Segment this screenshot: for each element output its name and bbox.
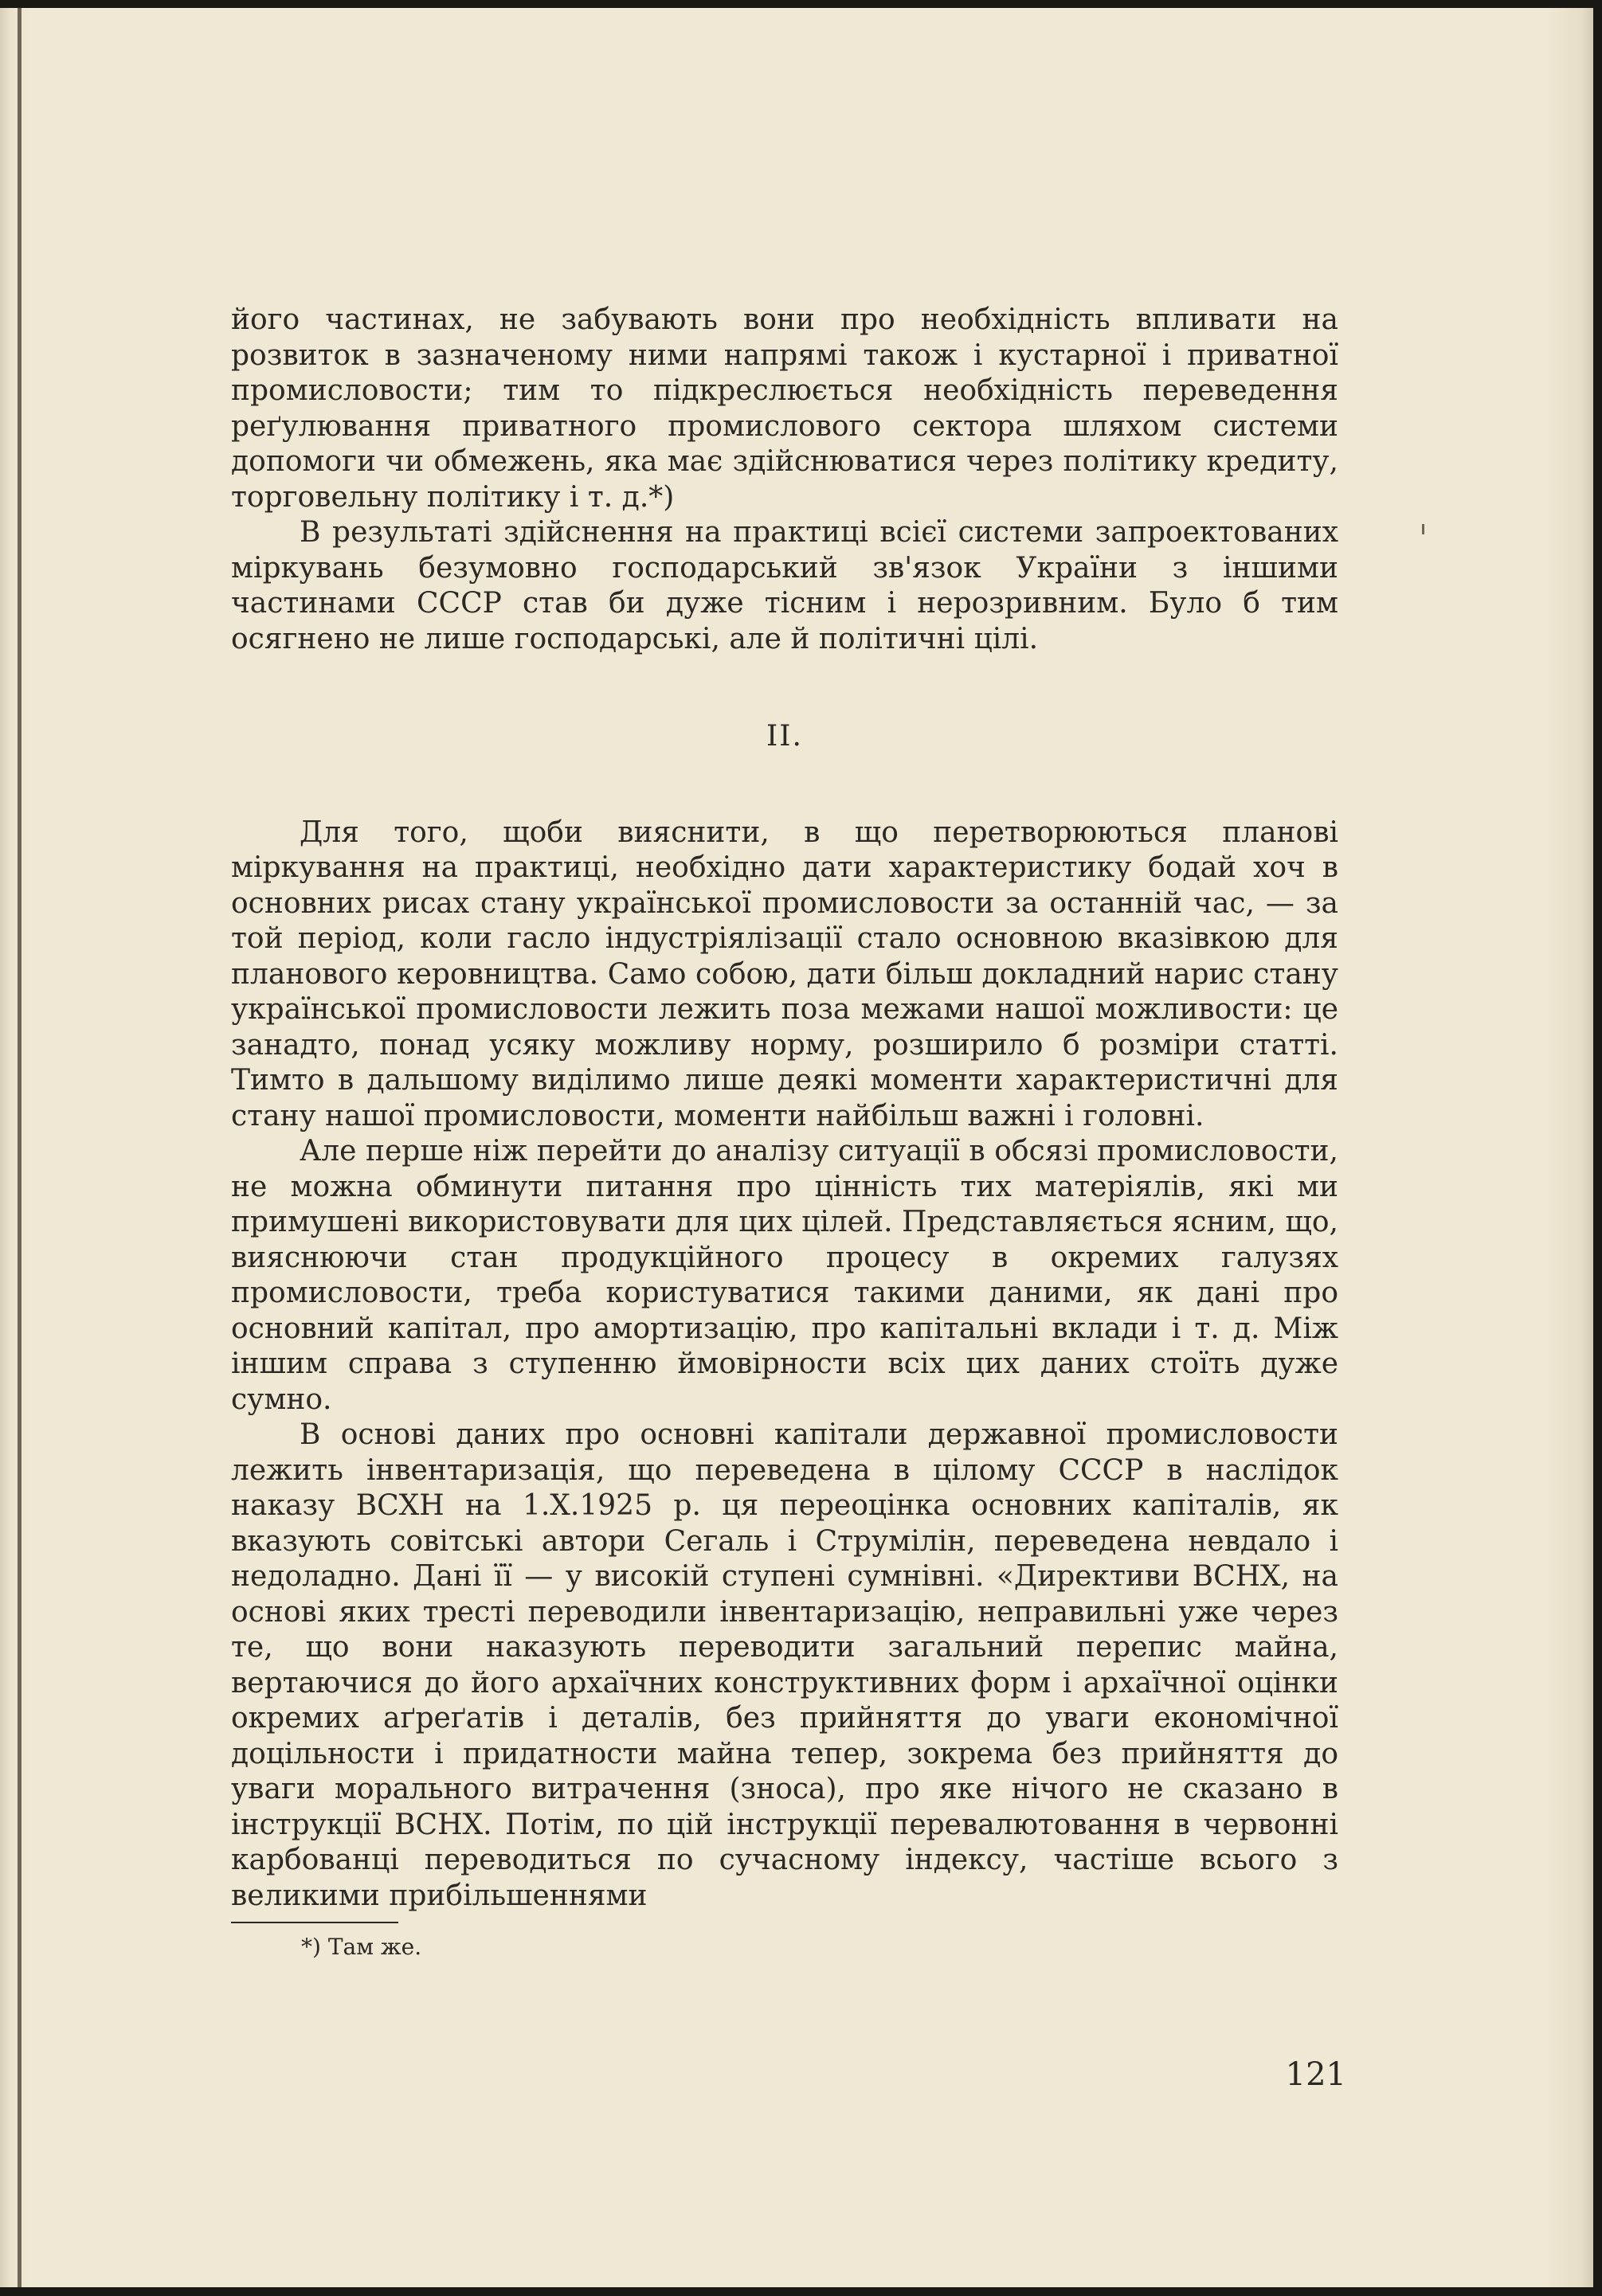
paragraph-1: його частинах, не забувають вони про необхідність впливати на розвиток в зазначеному ними напрямі також і кустарної і приватної промисловости; тим то підкреслюється необхідність переведення реґулювання приватного промислового сектора шляхом системи допомоги чи обмежень, яка має здійснюватися через політику кредиту, торговельну політику і т. д.*) [231, 303, 1338, 514]
body-text [231, 303, 1338, 1962]
section-heading: II. [766, 720, 803, 753]
paragraph-2: В результаті здійснення на практиці всієї системи запроектованих міркувань безумовно господарський зв'язок України з іншими частинами СССР став би дуже тісним і нерозривним. Було б тим осягнено не лише господарські, але й політичні цілі. [231, 516, 1338, 655]
binding-edge [18, 8, 22, 2287]
scan-speck [1422, 524, 1424, 534]
paragraph-3: Для того, щоби вияснити, в що перетворюються планові міркування на практиці, необхідно дати характеристику бодай хоч в основних рисах стану української промисловости за останній час, — за той період, коли гасло індустріялізації стало основною вказівкою для планового керовництва. Само собою, дати більш докладний нарис стану української промисловости лежить поза межами нашої можливости: це занадто, понад усяку можливу норму, розширило б розміри статті. Тимто в дальшому виділимо лише деякі моменти характеристичні для стану нашої промисловости, моменти найбільш важні і головні. [231, 816, 1338, 1132]
footnote: *) Там же. [301, 1934, 422, 1960]
page-number: 121 [1285, 2056, 1346, 2093]
paragraph-5: В основі даних про основні капітали державної промисловости лежить інвентаризація, що переведена в цілому СССР в наслідок наказу ВСХН на 1.X.1925 р. ця переоцінка основних капіталів, як вказують совітські автори Сегаль і Струмілін, переведена невдало і недоладно. Дані її — у високій ступені сумнівні. «Директиви ВСНХ, на основі яких тресті переводили інвентаризацію, неправильні уже через те, що вони наказують переводити загальний перепис майна, вертаючися до його архаїчних конструктивних форм і архаїчної оцінки окремих аґреґатів і деталів, без прийняття до уваги економічної доцільности і придатности майна тепер, зокрема без прийняття до уваги морального витрачення (зноса), про яке нічого не сказано в інструкції ВСНХ. Потім, по цій інструкції перевалютовання в червонні карбованці переводиться по сучасному індексу, частіше всього з великими прибільшеннями [231, 1418, 1338, 1912]
footnote-divider [231, 1922, 398, 1923]
paragraph-4: Але перше ніж перейти до аналізу ситуації в обсязі промисловости, не можна обминути питання про цінність тих матеріялів, які ми примушені використовувати для цих цілей. Представляється ясним, що, вияснюючи стан продукційного процесу в окремих галузях промисловости, треба користуватися такими даними, як дані про основний капітал, про амортизацію, про капітальні вклади і т. д. Між іншим справа з ступенню ймовірности всіх цих даних стоїть дуже сумно. [231, 1135, 1338, 1416]
